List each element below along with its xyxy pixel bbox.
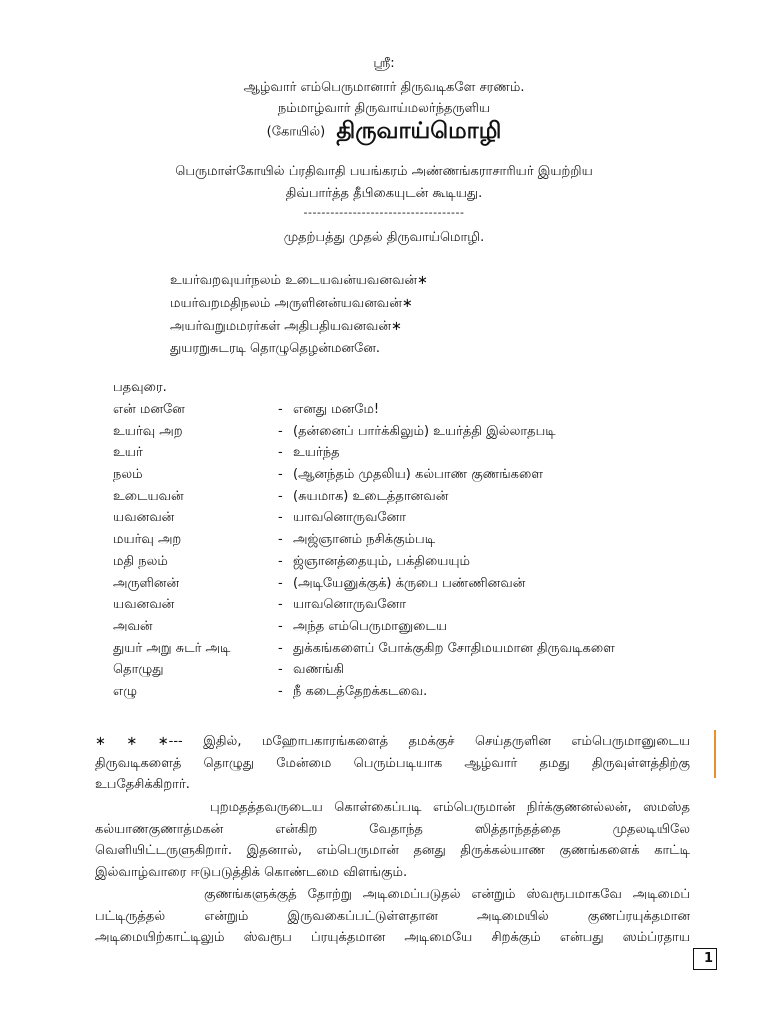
glossary-row (113, 684, 733, 706)
glossary-separator: - (278, 553, 283, 569)
glossary-meaning: (சுயமாக) உடைத்தானவன் (293, 488, 449, 504)
paragraph-line: வெளியிட்டருளுகிறார். இதனால், எம்பெருமான் தனது திருக்கல்யாண குணங்களைக் காட்டி (95, 843, 690, 858)
glossary-term: யவனவன் (113, 597, 175, 613)
glossary-meaning: நீ கடைத்தேறக்கடவை. (293, 683, 428, 699)
glossary-separator: - (278, 423, 283, 439)
glossary-separator: - (278, 532, 283, 548)
paragraph-line: திருவடிகளைத் தொழுது மேன்மை பெரும்படியாக ஆழ்வார் தமது திருவுள்ளத்திற்கு (95, 755, 690, 771)
commentary-line-2: திவ்பார்த்த தீபிகையுடன் கூடியது. (285, 186, 483, 201)
glossary-term: அவன் (113, 618, 153, 634)
glossary-meaning: துக்கங்களைப் போக்குகிற சோதிமயமான திருவடிகளை (293, 640, 615, 656)
glossary-row (113, 554, 733, 576)
glossary-row (113, 662, 733, 684)
glossary-term: எழு (113, 683, 138, 699)
paragraph-line: உபதேசிக்கிறார். (95, 777, 190, 792)
glossary-term: தொழுது (113, 662, 164, 678)
verse-line: உயர்வறவுயர்நலம் உடையவன்யவனவன்∗ (170, 273, 428, 288)
glossary-meaning: ஜ்ஞானத்தையும், பக்தியையும் (293, 553, 471, 569)
glossary-meaning: யாவனொருவனோ (293, 510, 407, 526)
paragraph-line: கல்யாணகுணாத்மகன் என்கிற வேதாந்த ஸித்தாந்தத்தை முதலடியிலே (95, 821, 690, 837)
glossary-term: நலம் (113, 467, 143, 483)
page-number: 1 (693, 948, 717, 970)
title-line (0, 118, 768, 147)
glossary-row (113, 445, 733, 467)
page-title: திருவாய்மொழி (336, 118, 502, 144)
glossary-meaning: உயர்ந்த (293, 445, 340, 461)
glossary-row (113, 619, 733, 641)
glossary-separator: - (278, 445, 283, 461)
glossary-row (113, 576, 733, 598)
glossary-row (113, 489, 733, 511)
glossary-meaning: (அடியேனுக்குக்) க்ருபை பண்ணினவன் (293, 575, 526, 591)
glossary-separator: - (278, 597, 283, 613)
paragraph-line: ∗ ∗ ∗--- இதில், மஹோபகாரங்களைத் தமக்குச் செய்தருளின எம்பெருமானுடைய (95, 734, 690, 749)
glossary-row (113, 467, 733, 489)
glossary-separator: - (278, 662, 283, 678)
paragraph-line: குணங்களுக்குத் தோற்று அடிமைப்படுதல் என்றும் ஸ்வரூபமாகவே அடிமைப் (95, 887, 690, 902)
commentary-paragraph (95, 884, 690, 949)
glossary-separator: - (278, 640, 283, 656)
glossary-separator: - (278, 467, 283, 483)
glossary-separator: - (278, 488, 283, 504)
glossary-row (113, 532, 733, 554)
glossary-term: உயர்வு அற (113, 423, 183, 439)
glossary-meaning: வணங்கி (293, 662, 345, 678)
divider: ------------------------------------ (303, 206, 465, 219)
glossary-meaning: அஜ்ஞானம் நசிக்கும்படி (293, 532, 436, 548)
glossary-separator: - (278, 575, 283, 591)
glossary-row (113, 641, 733, 663)
glossary-meaning: (ஆனந்தம் முதலிய) கல்பாண குணங்களை (293, 467, 544, 483)
glossary-row (113, 424, 733, 446)
glossary-separator: - (278, 402, 283, 417)
glossary-separator: - (278, 618, 283, 634)
glossary-heading: பதவுரை. (113, 380, 167, 395)
commentary-paragraph (95, 797, 690, 883)
glossary-row (113, 510, 733, 532)
paragraph-line: புறமதத்தவருடைய கொள்கைப்படி எம்பெருமான் நிர்க்குணனல்லன், ஸமஸ்த (95, 800, 690, 815)
glossary-table (113, 402, 733, 706)
glossary-row (113, 402, 733, 424)
paragraph-line: இல்வாழ்வாரை ஈடுபடுத்திக் கொண்டமை விளங்கும். (95, 864, 408, 880)
glossary-term: துயர் அறு சுடர் அடி (113, 640, 231, 656)
title-prefix: (கோயில்) (266, 124, 326, 140)
verse-line: மயர்வறமதிநலம் அருளினன்யவனவன்∗ (170, 296, 413, 311)
glossary-meaning: (தன்னைப் பார்க்கிலும்) உயர்த்தி இல்லாதபடி (293, 423, 556, 439)
glossary-meaning: அந்த எம்பெருமானுடைய (293, 618, 447, 634)
commentary-line-1: பெருமாள்கோயில் ப்ரதிவாதி பயங்கரம் அண்ணங்கராசாரியர் இயற்றிய (175, 164, 593, 179)
verse-line: அயர்வறுமமரர்கள் அதிபதியவனவன்∗ (170, 319, 402, 334)
sri-mark: ஸ்ரீ: (373, 56, 395, 71)
glossary-term: என் மனனே (113, 402, 185, 417)
verse-line: துயரறுசுடரடி தொழுதெழன்மனனே. (170, 341, 380, 356)
commentary-paragraph (95, 731, 690, 796)
glossary-term: மதி நலம் (113, 553, 168, 569)
margin-change-bar (714, 730, 716, 778)
glossary-term: அருளினன் (113, 575, 180, 591)
glossary-meaning: எனது மனமே! (293, 402, 380, 417)
glossary-term: உயர் (113, 445, 143, 461)
paragraph-line: அடிமையிற்காட்டிலும் ஸ்வரூப ப்ரயுக்தமான அடிமையே சிறக்கும் என்பது ஸம்ப்ரதாய (95, 930, 690, 945)
glossary-term: யவனவன் (113, 510, 175, 526)
glossary-separator: - (278, 683, 283, 699)
glossary-row (113, 597, 733, 619)
invocation-line: ஆழ்வார் எம்பெருமானார் திருவடிகளே சரணம். (243, 80, 525, 95)
glossary-term: உடையவன் (113, 488, 184, 504)
author-line: நம்மாழ்வார் திருவாய்மலர்ந்தருளிய (277, 101, 491, 116)
paragraph-line: பட்டிருத்தல் என்றும் இருவகைப்பட்டுள்ளதான அடிமையில் குணப்ரயுக்தமான (95, 908, 690, 924)
glossary-meaning: யாவனொருவனோ (293, 597, 407, 613)
glossary-separator: - (278, 510, 283, 526)
section-heading: முதற்பத்து முதல் திருவாய்மொழி. (283, 230, 485, 245)
glossary-term: மயர்வு அற (113, 532, 182, 548)
